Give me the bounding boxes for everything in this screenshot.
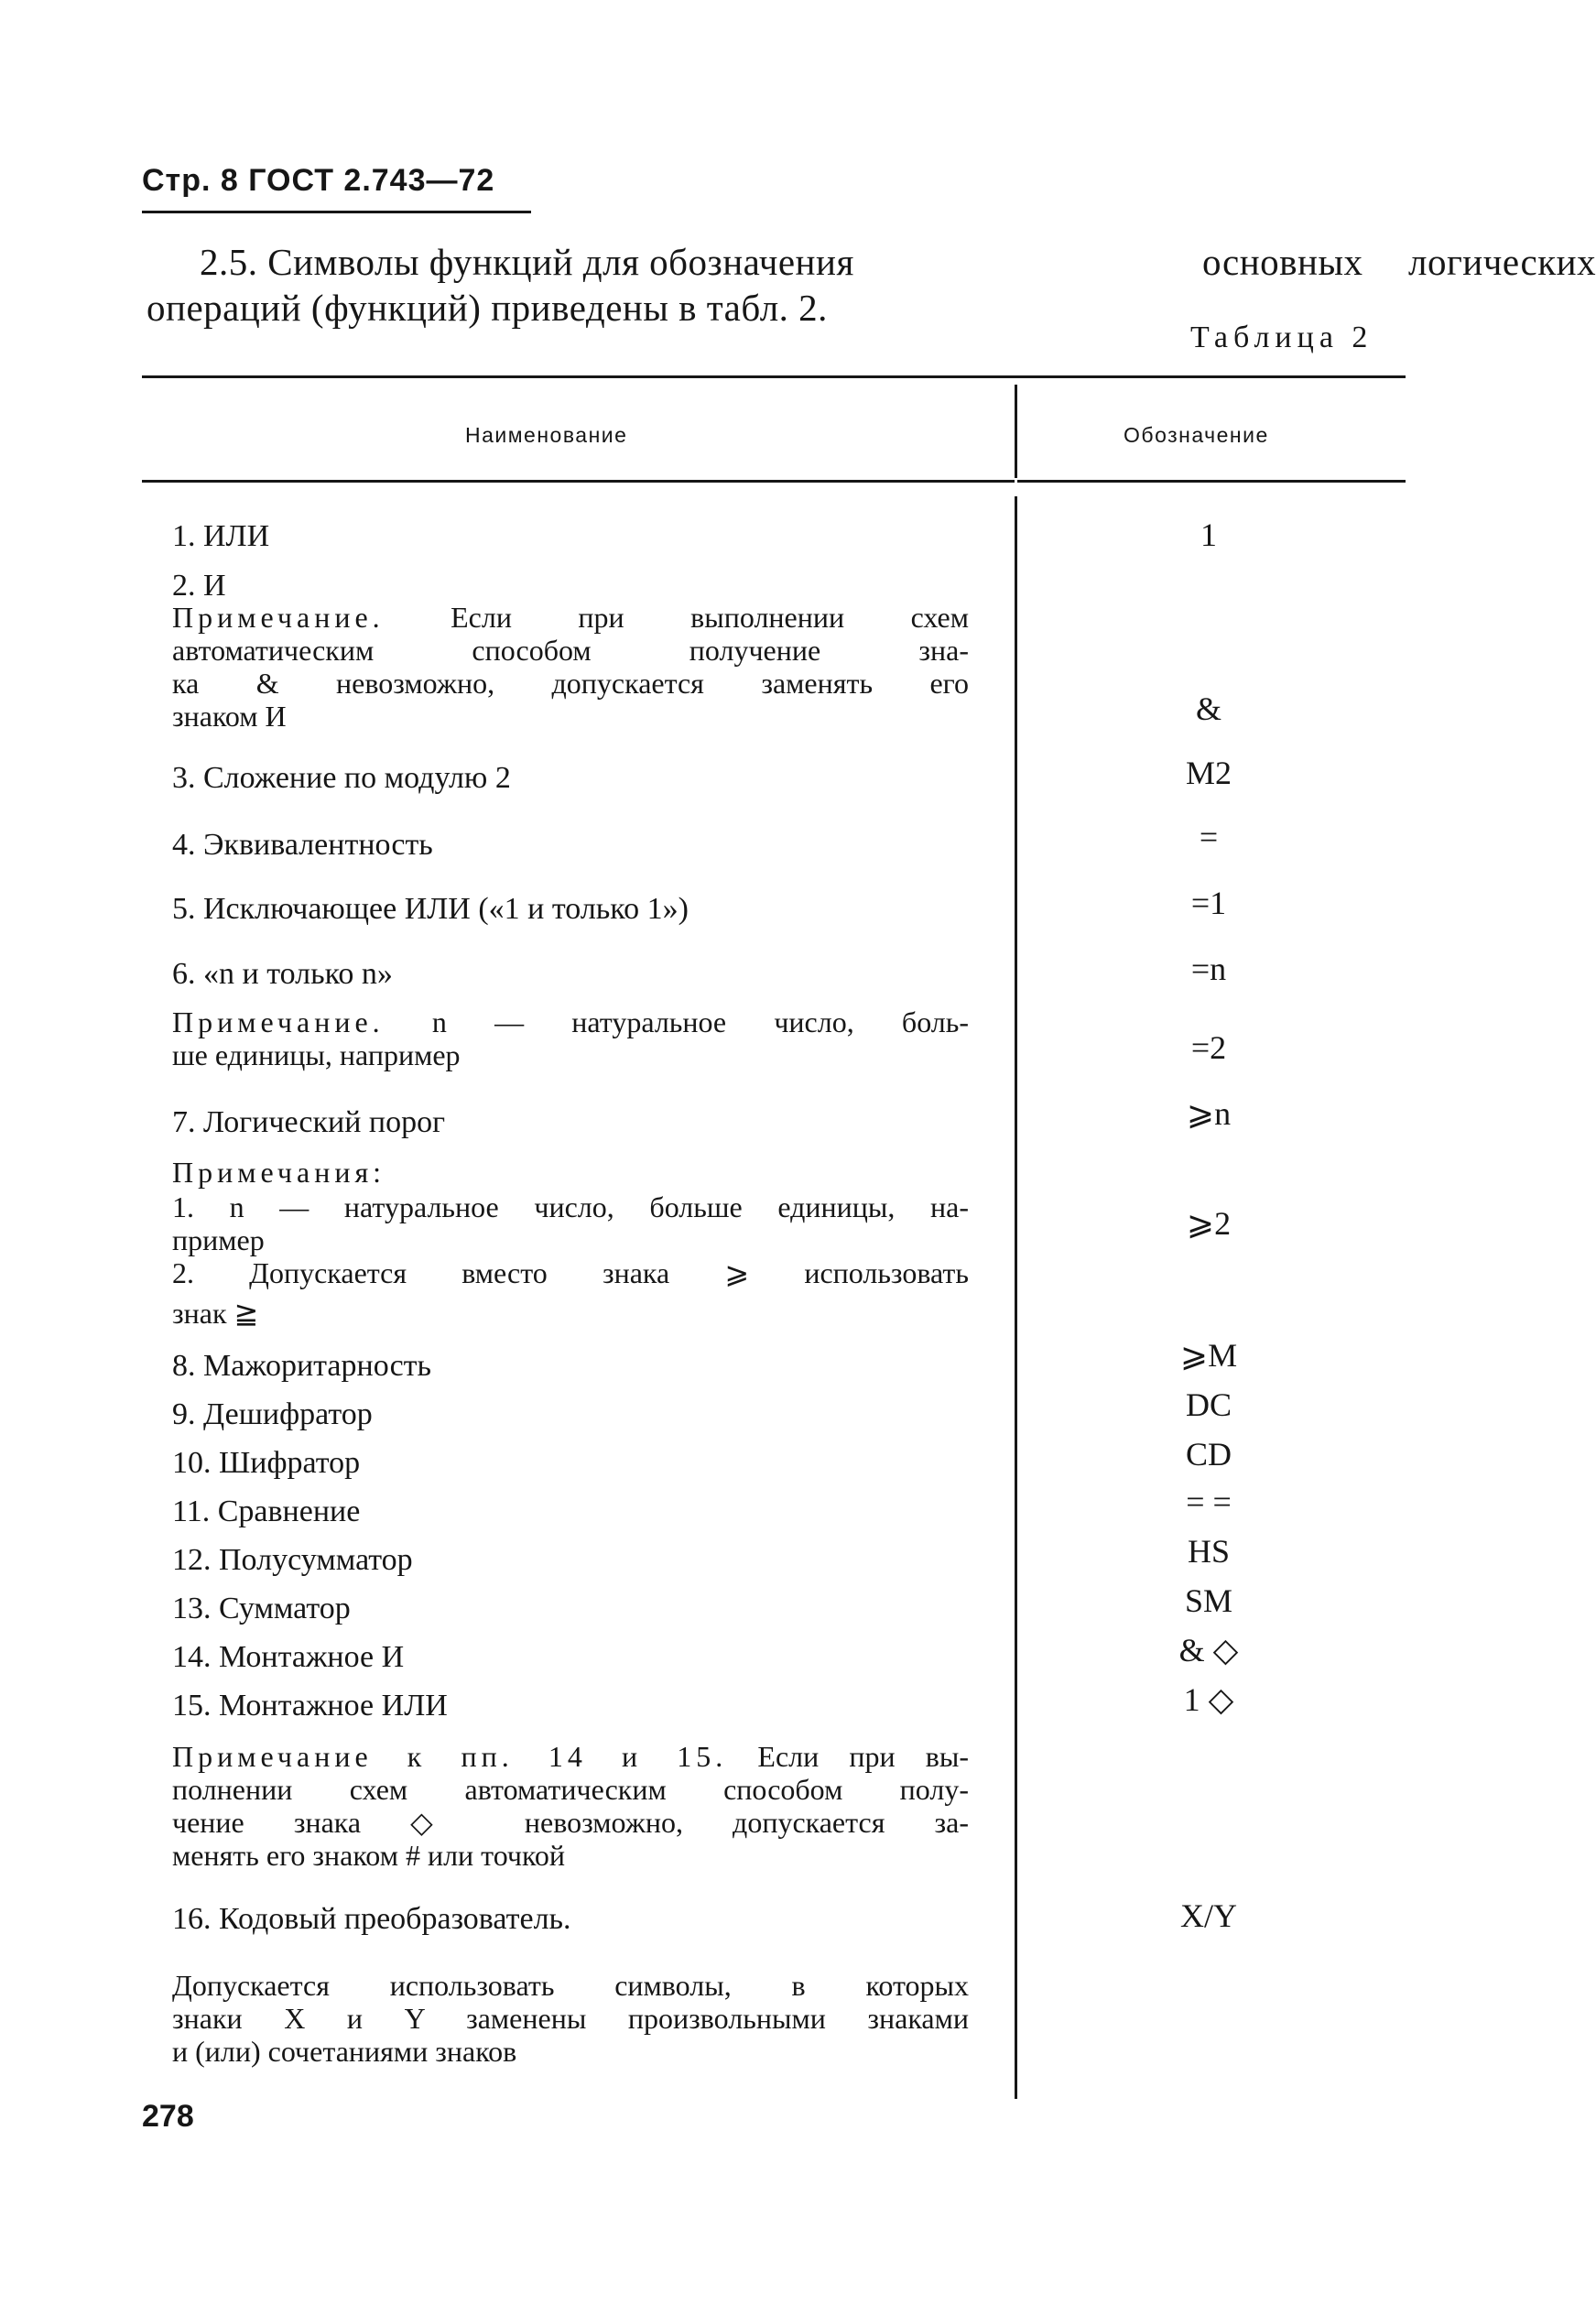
- note-label: Примечания:: [172, 1156, 386, 1189]
- note-xy-line-1: Допускается использовать символы, в которых: [172, 1969, 969, 2002]
- row-symbol: X/Y: [1180, 1897, 1237, 1934]
- row-name: 7. Логический порог: [172, 1105, 446, 1139]
- note-label: Примечание.: [172, 601, 385, 634]
- note-and-line-4: знаком И: [172, 700, 287, 733]
- row-name: 8. Мажоритарность: [172, 1349, 432, 1383]
- row-name: 14. Монтажное И: [172, 1640, 405, 1674]
- row-symbol: = =: [1186, 1484, 1232, 1520]
- note-mount-line-4: менять его знаком # или точкой: [172, 1839, 566, 1872]
- page-header: Стр. 8 ГОСТ 2.743—72: [142, 163, 495, 198]
- header-underline: [142, 211, 531, 213]
- note-text: Если при вы-: [757, 1740, 970, 1773]
- row-symbol: SM: [1184, 1582, 1233, 1619]
- note-label: Примечание к пп. 14 и 15.: [172, 1740, 728, 1773]
- note-text: Если при выполнении схем: [451, 601, 970, 634]
- row-symbol: ⩾М: [1179, 1337, 1238, 1374]
- row-symbol: &: [1195, 690, 1221, 727]
- table-caption: Таблица 2: [1190, 321, 1373, 354]
- note-threshold-line-1: 1. n — натуральное число, больше единицы, на-: [172, 1190, 969, 1223]
- row-symbol: DC: [1185, 1386, 1232, 1423]
- row-symbol: =n: [1190, 951, 1227, 987]
- note-mount-line-2: полнении схем автоматическим способом полу-: [172, 1773, 969, 1806]
- intro-line-1: [200, 240, 1596, 284]
- table-top-rule: [142, 375, 1406, 378]
- note-label: Примечание.: [172, 1005, 385, 1038]
- row-name: 6. «n и только n»: [172, 957, 393, 991]
- row-name: 2. И: [172, 569, 226, 603]
- row-name: 16. Кодовый преобразователь.: [172, 1902, 571, 1936]
- row-symbol: HS: [1187, 1533, 1231, 1570]
- note-xy-line-2: знаки X и Y заменены произвольными знаками: [172, 2002, 969, 2035]
- table-header-rule: [142, 480, 1406, 483]
- row-symbol: CD: [1185, 1436, 1232, 1473]
- row-symbol: & ◇: [1178, 1632, 1239, 1668]
- intro-text-2: основных: [1202, 241, 1363, 283]
- column-header-name: Наименование: [465, 423, 628, 447]
- note-and-line-2: автоматическим способом получение зна-: [172, 634, 969, 667]
- note-and-line-3: ка & невозможно, допускается заменять его: [172, 667, 969, 700]
- column-header-symbol: Обозначение: [1124, 423, 1269, 447]
- note-text: n — натуральное число, боль-: [431, 1005, 970, 1038]
- row-name: 11. Сравнение: [172, 1494, 361, 1528]
- note-mount-line-3: чение знака ◇ невозможно, допускается за-: [172, 1806, 969, 1839]
- note-threshold-line-4: знак ≧: [172, 1297, 259, 1330]
- row-name: 5. Исключающее ИЛИ («1 и только 1»): [172, 892, 689, 926]
- row-symbol: =: [1199, 819, 1219, 855]
- note-threshold-line-3: 2. Допускается вместо знака ⩾ использовать: [172, 1256, 969, 1289]
- note-and-line-1: [172, 601, 969, 634]
- row-symbol: ⩾n: [1186, 1095, 1232, 1132]
- page-number: 278: [142, 2099, 194, 2134]
- note-threshold-line-2: пример: [172, 1223, 265, 1256]
- note-threshold-head: [172, 1156, 969, 1189]
- row-symbol: 1: [1200, 516, 1217, 553]
- row-symbol: =2: [1190, 1029, 1227, 1066]
- divider-gap: [1015, 478, 1017, 496]
- intro-text-1: 2.5. Символы функций для обозначения: [200, 241, 854, 283]
- row-name: 10. Шифратор: [172, 1446, 361, 1480]
- note-n-line-2: ше единицы, например: [172, 1038, 461, 1071]
- note-xy-line-3: и (или) сочетаниями знаков: [172, 2035, 517, 2068]
- row-name: 12. Полусумматор: [172, 1543, 413, 1577]
- row-name: 4. Эквивалентность: [172, 828, 433, 862]
- row-symbol: М2: [1185, 755, 1232, 791]
- note-n-line-1: [172, 1005, 969, 1038]
- row-name: 15. Монтажное ИЛИ: [172, 1689, 448, 1723]
- note-mount-line-1: [172, 1740, 969, 1773]
- intro-text-3: логических: [1408, 241, 1596, 283]
- row-symbol: =1: [1190, 885, 1227, 921]
- row-symbol: 1 ◇: [1183, 1681, 1234, 1718]
- row-name: 3. Сложение по модулю 2: [172, 761, 511, 795]
- row-name: 13. Сумматор: [172, 1592, 351, 1625]
- row-name: 1. ИЛИ: [172, 519, 270, 553]
- table-column-divider: [1015, 385, 1017, 2099]
- intro-line-2: операций (функций) приведены в табл. 2.: [147, 287, 828, 329]
- row-name: 9. Дешифратор: [172, 1397, 373, 1431]
- row-symbol: ⩾2: [1186, 1205, 1232, 1242]
